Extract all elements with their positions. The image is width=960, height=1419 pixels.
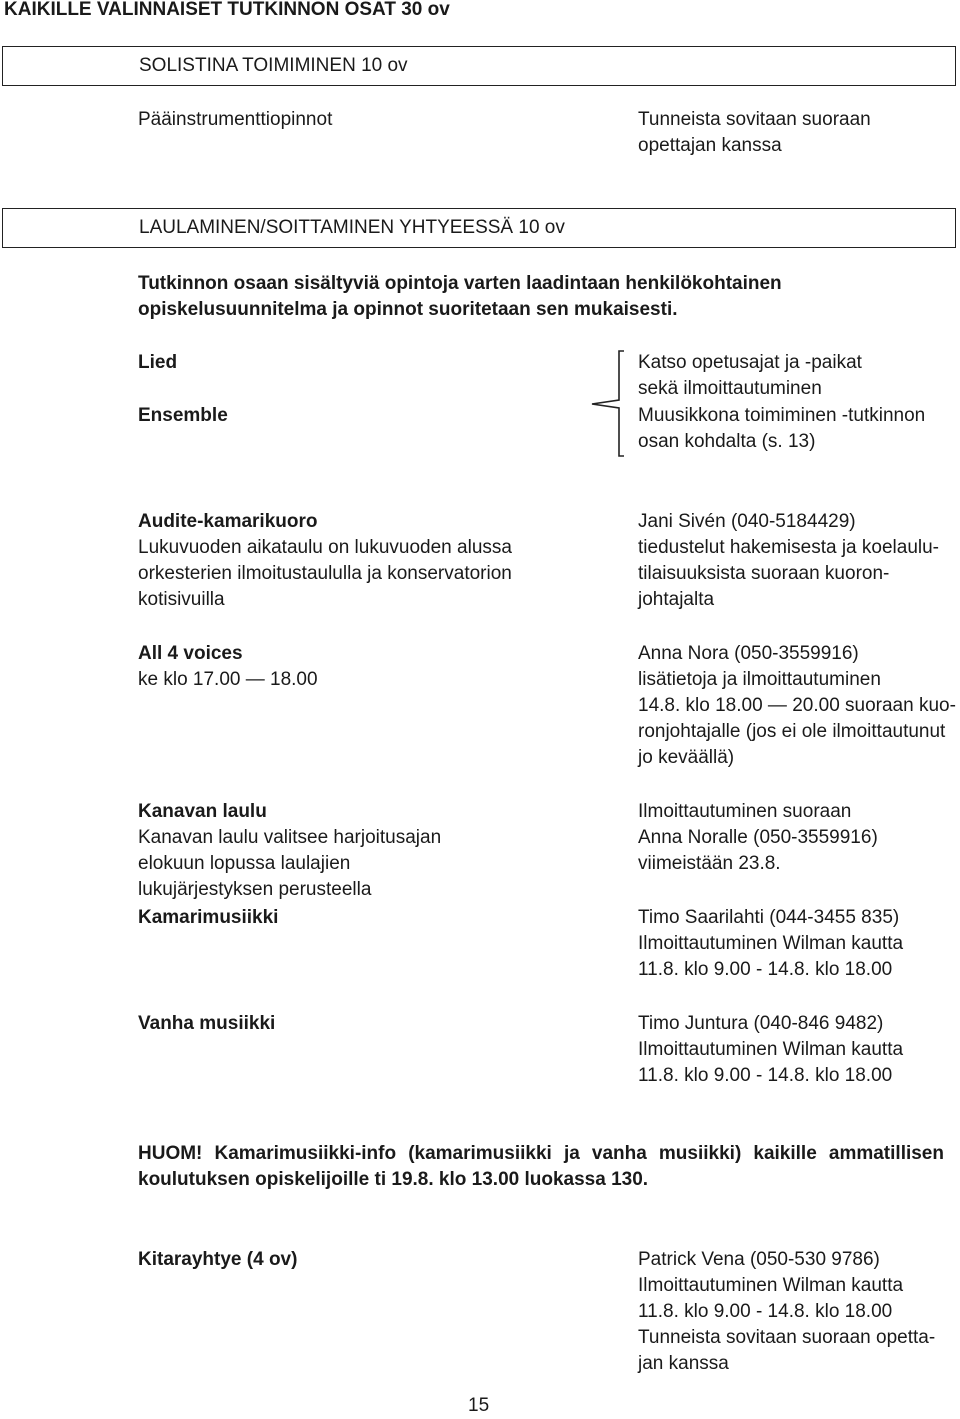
all4-right-3: 14.8. klo 18.00 — 20.00 suoraan kuo- — [638, 695, 956, 716]
solistina-right-1: Tunneista sovitaan suoraan — [638, 109, 871, 130]
audite-left-2: orkesterien ilmoitustaululla ja konservatorion — [138, 563, 512, 584]
kitara-right-3: 11.8. klo 9.00 - 14.8. klo 18.00 — [638, 1301, 893, 1322]
page-heading: KAIKILLE VALINNAISET TUTKINNON OSAT 30 ov — [4, 0, 450, 20]
section-box-solistina — [2, 46, 956, 86]
audite-left-3: kotisivuilla — [138, 589, 225, 610]
brace-line-4: osan kohdalta (s. 13) — [638, 431, 816, 452]
all4-time: ke klo 17.00 — 18.00 — [138, 669, 318, 690]
brace-line-3: Muusikkona toimiminen -tutkinnon — [638, 405, 926, 426]
kanava-title: Kanavan laulu — [138, 801, 267, 822]
kitara-right-4: Tunneista sovitaan suoraan opetta- — [638, 1327, 936, 1348]
laulaminen-intro-1: Tutkinnon osaan sisältyviä opintoja varten laadintaan henkilökohtainen — [138, 273, 782, 294]
kamari-right-3: 11.8. klo 9.00 - 14.8. klo 18.00 — [638, 959, 893, 980]
huom-notice: HUOM! Kamarimusiikki-info (kamarimusiikki ja vanha musiikki) kaikille ammatillisen koulutuksen opiskelijoille ti 19.8. klo 13.00 luokassa 130. — [138, 1143, 944, 1190]
audite-left-1: Lukuvuoden aikataulu on lukuvuoden alussa — [138, 537, 512, 558]
vanha-right-2: Ilmoittautuminen Wilman kautta — [638, 1039, 904, 1060]
vanha-title: Vanha musiikki — [138, 1013, 276, 1034]
kitara-right-1: Patrick Vena (050-530 9786) — [638, 1249, 880, 1270]
section-box-laulaminen — [2, 208, 956, 248]
ensemble-label: Ensemble — [138, 405, 228, 426]
lied-label: Lied — [138, 352, 178, 373]
audite-right-2: tiedustelut hakemisesta ja koelaulu- — [638, 537, 940, 558]
all4-right-4: ronjohtajalle (jos ei ole ilmoittautunut — [638, 721, 946, 742]
kitara-right-2: Ilmoittautuminen Wilman kautta — [638, 1275, 904, 1296]
all4-right-1: Anna Nora (050-3559916) — [638, 643, 859, 664]
audite-title: Audite-kamarikuoro — [138, 511, 318, 532]
laulaminen-intro-2: opiskelusuunnitelma ja opinnot suoritetaan sen mukaisesti. — [138, 299, 678, 320]
kamari-right-1: Timo Saarilahti (044-3455 835) — [638, 907, 900, 928]
kanava-left-1: Kanavan laulu valitsee harjoitusajan — [138, 827, 442, 848]
kanava-right-1: Ilmoittautuminen suoraan — [638, 801, 852, 822]
brace-line-1: Katso opetusajat ja -paikat — [638, 352, 862, 373]
kamari-title: Kamarimusiikki — [138, 907, 279, 928]
kanava-right-3: viimeistään 23.8. — [638, 853, 781, 874]
vanha-right-3: 11.8. klo 9.00 - 14.8. klo 18.00 — [638, 1065, 893, 1086]
solistina-right-2: opettajan kanssa — [638, 135, 782, 156]
audite-right-4: johtajalta — [638, 589, 715, 610]
kitara-right-5: jan kanssa — [638, 1353, 729, 1374]
kanava-left-3: lukujärjestyksen perusteella — [138, 879, 372, 900]
brace-icon — [588, 348, 628, 460]
kanava-left-2: elokuun lopussa laulajien — [138, 853, 351, 874]
vanha-right-1: Timo Juntura (040-846 9482) — [638, 1013, 884, 1034]
all4-right-2: lisätietoja ja ilmoittautuminen — [638, 669, 881, 690]
all4-title: All 4 voices — [138, 643, 243, 664]
kamari-right-2: Ilmoittautuminen Wilman kautta — [638, 933, 904, 954]
section-title-solistina: SOLISTINA TOIMIMINEN 10 ov — [139, 55, 408, 76]
solistina-left: Pääinstrumenttiopinnot — [138, 109, 333, 130]
audite-right-1: Jani Sivén (040-5184429) — [638, 511, 856, 532]
all4-right-5: jo keväällä) — [638, 747, 735, 768]
page-number: 15 — [468, 1395, 490, 1416]
kitara-title: Kitarayhtye (4 ov) — [138, 1249, 298, 1270]
section-title-laulaminen: LAULAMINEN/SOITTAMINEN YHTYEESSÄ 10 ov — [139, 217, 565, 238]
brace-line-2: sekä ilmoittautuminen — [638, 378, 822, 399]
audite-right-3: tilaisuuksista suoraan kuoron- — [638, 563, 890, 584]
kanava-right-2: Anna Noralle (050-3559916) — [638, 827, 878, 848]
